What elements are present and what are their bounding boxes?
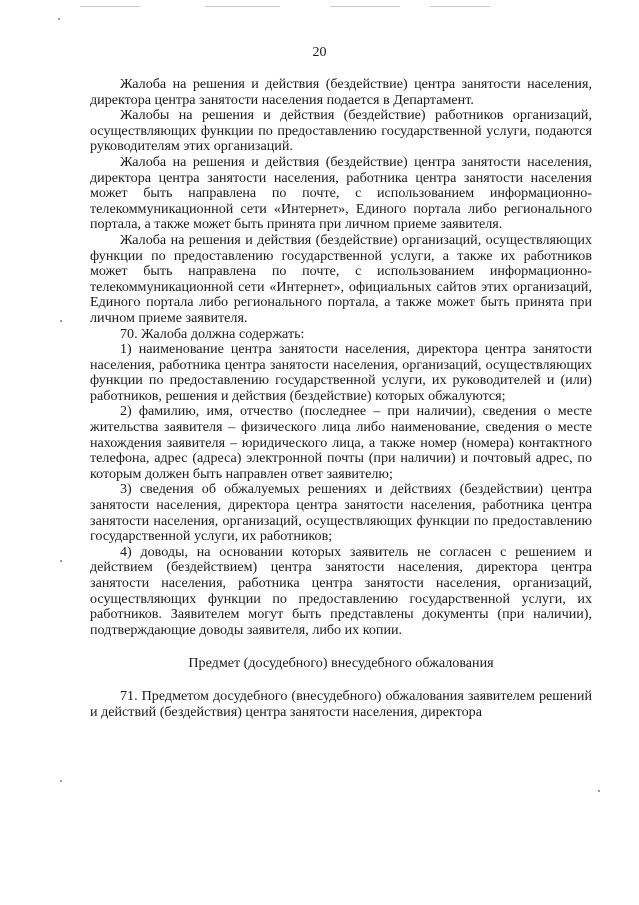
paragraph: 70. Жалоба должна содержать: [120, 325, 305, 342]
paragraph: 71. Предметом досудебного (внесудебного) обжалования заявителем решений и действий (бездействия) центра занятости населения, директора [90, 687, 592, 720]
scan-edge-mark [80, 6, 140, 7]
scan-edge-mark [330, 6, 400, 7]
page-number: 20 [312, 45, 327, 60]
paragraph: Жалобы на решения и действия (бездействие) работников организаций, осуществляющих функции по предоставлению государственной услуги, подаются руководителям этих организаций. [90, 107, 592, 155]
scan-edge-mark [205, 6, 280, 7]
document-body [90, 75, 592, 720]
scan-speck [60, 320, 62, 322]
paragraph: 4) доводы, на основании которых заявитель не согласен с решением и действием (бездействием) центра занятости населения, директора центра занятости населения, работника центра занятости населения, организаций, осуществляющих функции по предоставлению государственной услуги, их работников. Заявителем могут быть представлены документы (при наличии), подтверждающие доводы заявителя, либо их копии. [90, 543, 592, 638]
paragraph: Жалоба на решения и действия (бездействие) центра занятости населения, директора центра занятости населения, работника центра занятости населения может быть направлена по почте, с использованием информационно-телекоммуникационной сети «Интернет», Единого портала либо регионального портала, а также может быть принята при личном приеме заявителя. [90, 153, 592, 233]
scan-speck [60, 780, 62, 782]
scan-speck [60, 560, 62, 562]
scan-edge-mark [430, 6, 490, 7]
paragraph: 3) сведения об обжалуемых решениях и действиях (бездействии) центра занятости населения, директора центра занятости населения, работника центра занятости населения, организаций, осуществляющих функции по предоставлению государственной услуги, их работников; [90, 481, 592, 545]
paragraph: 1) наименование центра занятости населения, директора центра занятости населения, работника центра занятости населения, организаций, осуществляющих функции по предоставлению государственной услуги, их руководителей и (или) работников, решения и действия (бездействие) которых обжалуются; [90, 341, 592, 404]
paragraph: 2) фамилию, имя, отчество (последнее – при наличии), сведения о месте жительства заявителя – физического лица либо наименование, сведения о месте нахождения заявителя – юридического лица, а также номер (номера) контактного телефона, адрес (адреса) электронной почты (при наличии) и почтовый адрес, по которым должен быть направлен ответ заявителю; [90, 403, 592, 482]
scan-speck [58, 18, 60, 20]
paragraph: Жалоба на решения и действия (бездействие) центра занятости населения, директора центра занятости населения подается в Департамент. [90, 76, 592, 108]
scan-speck [598, 790, 600, 792]
paragraph: Жалоба на решения и действия (бездействие) организаций, осуществляющих функции по предоставлению государственной услуги, а также их работников может быть направлена по почте, с использованием информационно-телекоммуникационной сети «Интернет», официальных сайтов этих организаций, Единого портала либо регионального портала, а также может быть принята при личном приеме заявителя. [90, 231, 592, 326]
section-heading: Предмет (досудебного) внесудебного обжалования [188, 655, 494, 672]
